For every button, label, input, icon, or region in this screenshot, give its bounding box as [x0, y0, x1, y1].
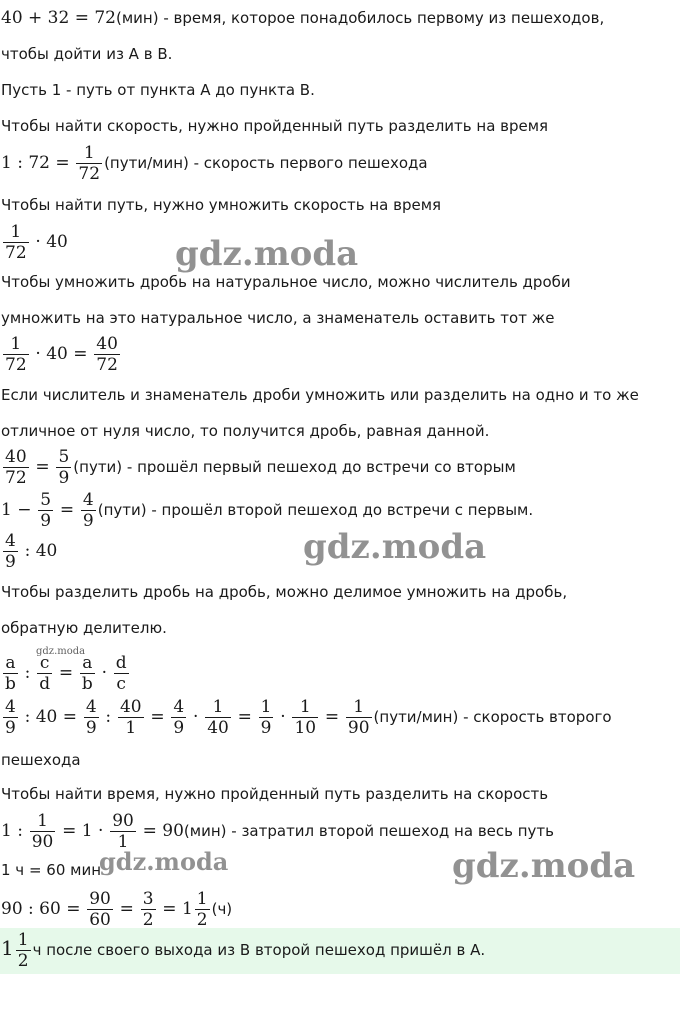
fraction: $\frac{1}{72}$ — [78, 143, 101, 184]
text: (мин) - время, которое понадобилось первому из пешеходов, — [116, 9, 605, 27]
text: отличное от нуля число, то получится дробь, равная данной. — [1, 422, 490, 440]
text: обратную делителю. — [1, 619, 167, 637]
fraction: $\frac{90}{60}$ — [89, 889, 111, 930]
text: (ч) — [211, 900, 233, 918]
line-15 — [1, 531, 57, 572]
answer-whole: 1 — [1, 936, 14, 960]
math: = — [59, 500, 75, 520]
line-21 — [1, 784, 548, 804]
fraction: $\frac{40}{72}$ — [96, 334, 118, 375]
watermark-small: gdz.moda — [36, 646, 86, 657]
watermark: gdz.moda — [175, 234, 359, 274]
math: · 40 = — [35, 344, 88, 364]
line-7 — [1, 222, 68, 263]
text: (пути) - прошёл второй пешеход до встречи с первым. — [97, 501, 534, 519]
fraction: $\frac{d}{c}$ — [115, 653, 127, 694]
line-12 — [1, 421, 489, 441]
line-11 — [1, 385, 639, 405]
fraction: $\frac{1}{10}$ — [294, 697, 317, 738]
line-18-formula — [1, 653, 131, 694]
line-9 — [1, 308, 554, 328]
text: умножить на это натуральное число, а знаменатель оставить тот же — [1, 309, 555, 327]
text: (пути) - прошёл первый пешеход до встречи со вторым — [73, 458, 516, 476]
math: = 90 — [142, 821, 184, 841]
fraction: $\frac{1}{72}$ — [5, 222, 27, 263]
fraction: $\frac{4}{9}$ — [5, 531, 16, 572]
text: Если числитель и знаменатель дроби умножить или разделить на одно и то же — [1, 386, 639, 404]
math: 90 : 60 = — [1, 899, 81, 919]
math: = — [119, 899, 134, 919]
text: (мин) - затратил второй пешеход на весь путь — [183, 822, 555, 840]
text: Чтобы найти путь, нужно умножить скорость на время — [1, 196, 442, 214]
fraction: $\frac{5}{9}$ — [58, 447, 70, 488]
fraction: $\frac{40}{1}$ — [119, 697, 142, 738]
line-5 — [1, 143, 428, 184]
line-14 — [1, 490, 533, 531]
equation-total-time: 40 + 32 = 72 — [1, 8, 116, 28]
math: = — [150, 707, 165, 727]
fraction: $\frac{90}{1}$ — [112, 811, 134, 852]
line-4 — [1, 116, 548, 136]
text: (пути/мин) - скорость второго — [373, 708, 612, 726]
line-13 — [1, 447, 516, 488]
text: Чтобы найти скорость, нужно пройденный путь разделить на время — [1, 117, 549, 135]
fraction: $\frac{c}{d}$ — [39, 653, 51, 694]
math: = 1 · — [62, 821, 104, 841]
fraction: $\frac{5}{9}$ — [40, 490, 52, 531]
fraction: $\frac{4}{9}$ — [82, 490, 94, 531]
fraction: $\frac{1}{40}$ — [207, 697, 229, 738]
fraction: $\frac{3}{2}$ — [142, 889, 154, 930]
math: = — [35, 457, 50, 477]
line-10 — [1, 334, 122, 375]
line-20 — [1, 750, 81, 770]
text: 1 ч = 60 мин — [1, 861, 102, 879]
math: · — [101, 663, 107, 683]
math: : 40 = — [24, 707, 78, 727]
fraction: $\frac{40}{72}$ — [5, 447, 27, 488]
line-8 — [1, 272, 571, 292]
line-16 — [1, 582, 567, 602]
math: = — [58, 663, 74, 683]
text: Чтобы умножить дробь на натуральное число, можно числитель дроби — [1, 273, 571, 291]
math: · — [193, 707, 199, 727]
line-3 — [1, 80, 315, 100]
math: 1 : 72 = — [1, 153, 70, 173]
fraction: $\frac{1}{90}$ — [31, 811, 54, 852]
line-1 — [1, 8, 604, 28]
answer-fraction: $\frac{1}{2}$ — [17, 930, 29, 971]
line-6 — [1, 195, 441, 215]
line-17 — [1, 618, 167, 638]
line-19 — [1, 697, 612, 738]
math: = 1 — [162, 899, 193, 919]
math: : — [105, 707, 112, 727]
answer-line — [1, 930, 485, 971]
fraction: $\frac{1}{9}$ — [260, 697, 272, 738]
watermark: gdz.moda — [99, 847, 229, 876]
math: : — [24, 663, 31, 683]
watermark: gdz.moda — [303, 527, 487, 567]
text: чтобы дойти из А в В. — [1, 45, 173, 63]
fraction: $\frac{a}{b}$ — [5, 653, 16, 694]
text: пешехода — [1, 751, 81, 769]
fraction: $\frac{4}{9}$ — [85, 697, 97, 738]
line-2 — [1, 44, 172, 64]
fraction: $\frac{1}{72}$ — [5, 334, 27, 375]
math: · — [280, 707, 286, 727]
text: Чтобы найти время, нужно пройденный путь разделить на скорость — [1, 785, 549, 803]
watermark: gdz.moda — [452, 846, 636, 886]
fraction: $\frac{4}{9}$ — [173, 697, 185, 738]
text: Пусть 1 - путь от пункта А до пункта В. — [1, 81, 315, 99]
fraction: $\frac{1}{90}$ — [347, 697, 370, 738]
fraction: $\frac{1}{2}$ — [196, 889, 208, 930]
fraction: $\frac{a}{b}$ — [81, 653, 93, 694]
fraction: $\frac{4}{9}$ — [5, 697, 16, 738]
math: = — [237, 707, 252, 727]
math: 1 − — [1, 500, 32, 520]
text: (пути/мин) - скорость первого пешехода — [104, 154, 428, 172]
text: Чтобы разделить дробь на дробь, можно делимое умножить на дробь, — [1, 583, 568, 601]
math: : 40 — [24, 541, 58, 561]
math: = — [324, 707, 340, 727]
math: · 40 — [35, 232, 68, 252]
line-24 — [1, 889, 232, 930]
math: 1 : — [1, 821, 23, 841]
line-23 — [1, 860, 101, 880]
answer-text: ч после своего выхода из В второй пешеход пришёл в А. — [32, 941, 486, 959]
